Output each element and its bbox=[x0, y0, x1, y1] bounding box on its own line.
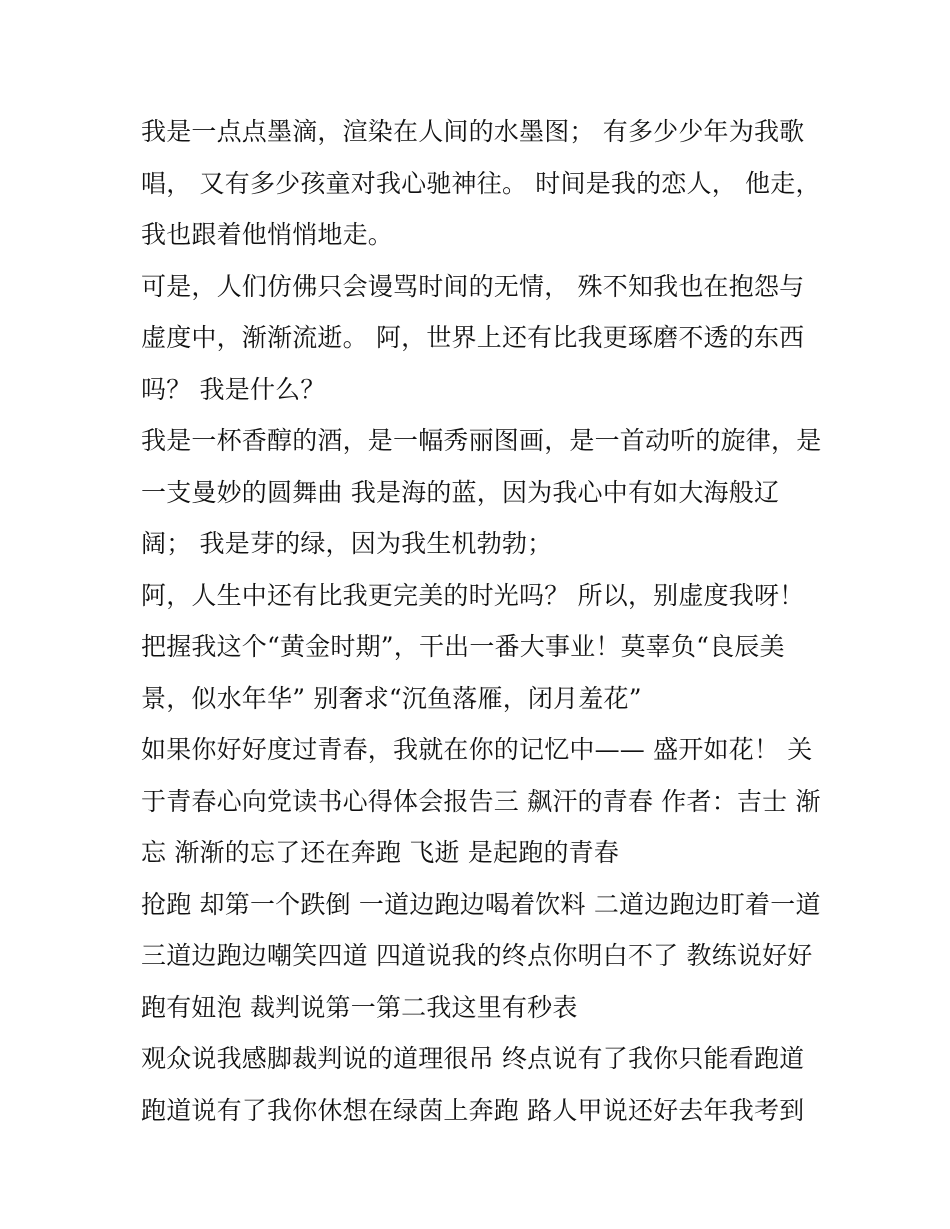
text-line: 忘 渐渐的忘了还在奔跑 飞逝 是起跑的青春 bbox=[141, 838, 620, 867]
text-line: 阔； 我是芽的绿，因为我生机勃勃； bbox=[141, 529, 553, 558]
text-line: 我是一点点墨滴，渲染在人间的水墨图； 有多少少年为我歌 bbox=[141, 117, 805, 146]
text-line: 三道边跑边嘲笑四道 四道说我的终点你明白不了 教练说好好 bbox=[141, 941, 813, 970]
text-line: 跑道说有了我你休想在绿茵上奔跑 路人甲说还好去年我考到 bbox=[141, 1095, 805, 1125]
text-line: 跑有妞泡 裁判说第一第二我这里有秒表 bbox=[141, 992, 578, 1022]
text-line: 一支曼妙的圆舞曲 我是海的蓝，因为我心中有如大海般辽 bbox=[141, 477, 780, 507]
text-line: 阿，人生中还有比我更完美的时光吗？ 所以，别虚度我呀！ bbox=[141, 580, 805, 610]
text-line: 景，似水年华” 别奢求“沉鱼落雁，闭月羞花” bbox=[141, 683, 642, 713]
text-line: 于青春心向党读书心得体会报告三 飙汗的青春 作者：吉士 渐 bbox=[141, 786, 821, 816]
document-body bbox=[141, 106, 821, 1136]
text-line: 唱， 又有多少孩童对我心驰神往。 时间是我的恋人， 他走， bbox=[141, 168, 821, 198]
text-line: 吗？ 我是什么？ bbox=[141, 374, 326, 404]
text-line: 我是一杯香醇的酒，是一幅秀丽图画，是一首动听的旋律，是 bbox=[141, 426, 822, 455]
text-line: 抢跑 却第一个跌倒 一道边跑边喝着饮料 二道边跑边盯着一道 bbox=[141, 889, 821, 919]
text-line: 可是，人们仿佛只会谩骂时间的无情， 殊不知我也在抱怨与 bbox=[141, 271, 805, 301]
text-line: 虚度中，渐渐流逝。 阿，世界上还有比我更琢磨不透的东西 bbox=[141, 323, 805, 352]
text-line: 如果你好好度过青春，我就在你的记忆中—— 盛开如花！ 关 bbox=[141, 735, 813, 764]
text-line: 观众说我感脚裁判说的道理很吊 终点说有了我你只能看跑道 bbox=[141, 1044, 805, 1073]
text-line: 把握我这个“黄金时期”，干出一番大事业！莫辜负“良辰美 bbox=[141, 632, 785, 661]
text-line: 我也跟着他悄悄地走。 bbox=[141, 220, 394, 249]
